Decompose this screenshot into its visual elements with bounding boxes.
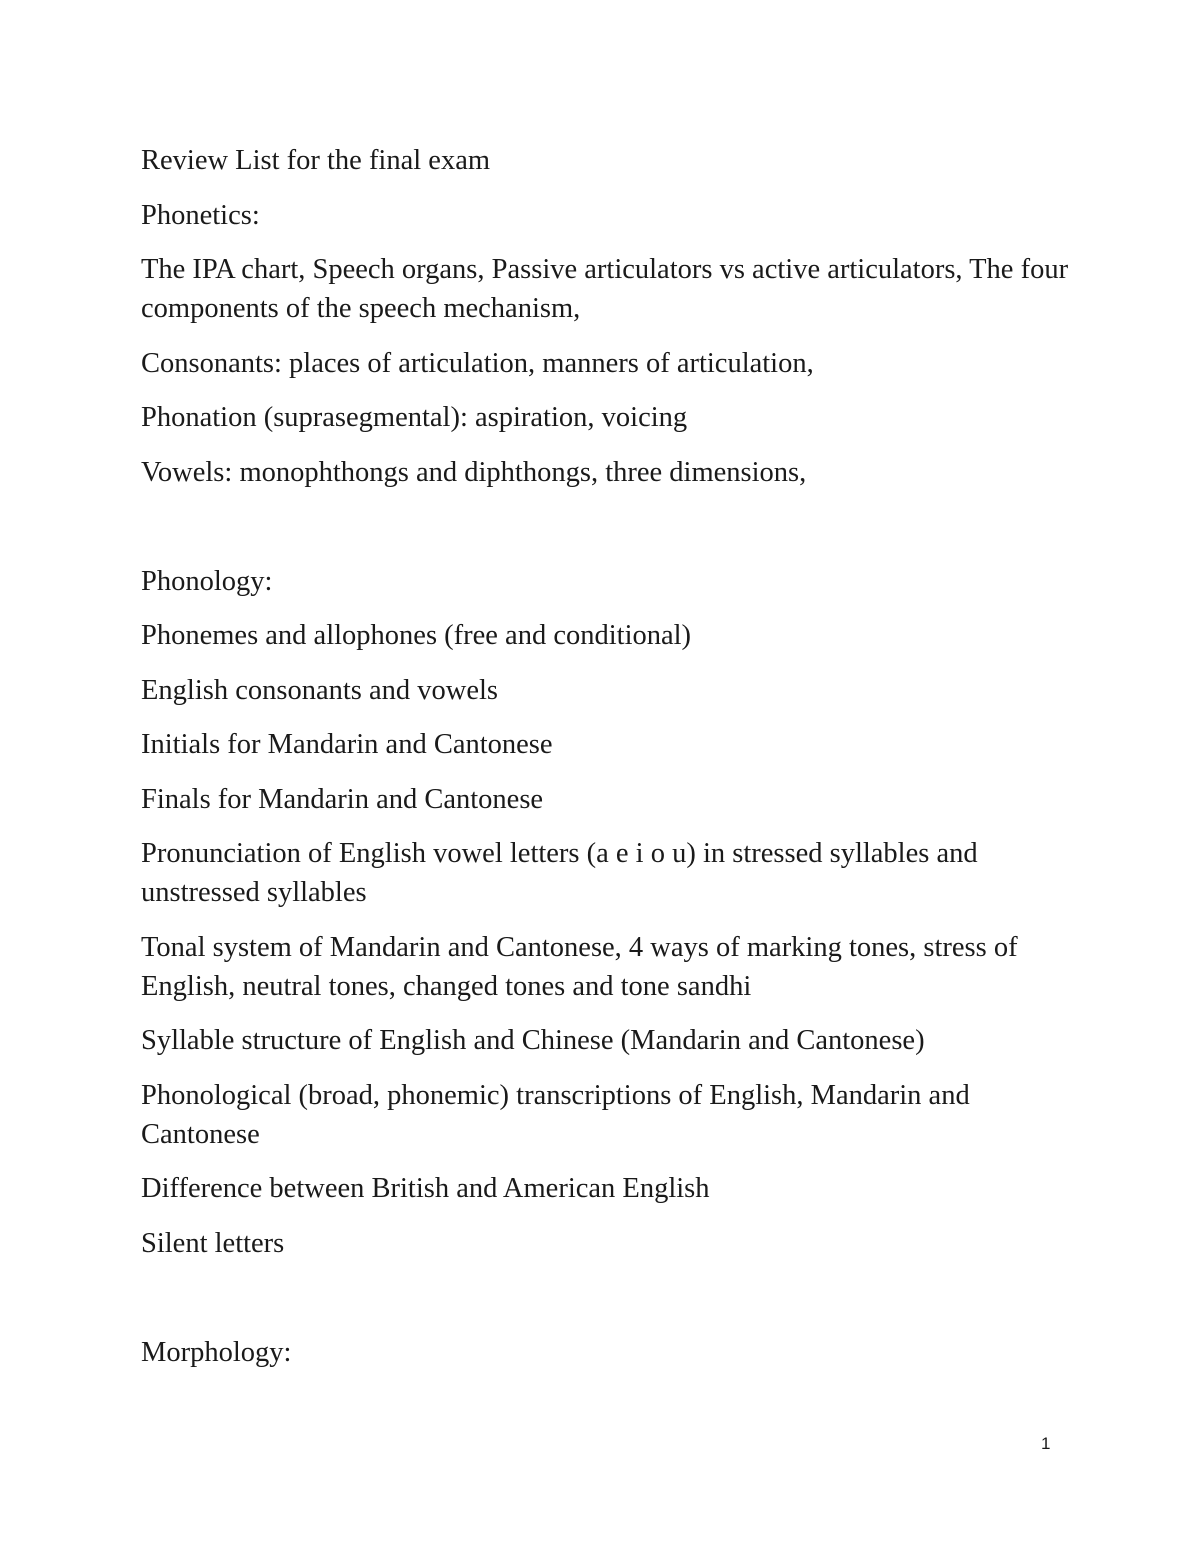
list-item: Vowels: monophthongs and diphthongs, three dimensions,	[141, 456, 807, 488]
section-heading-phonology: Phonology:	[141, 565, 273, 597]
list-item: Difference between British and American English	[141, 1173, 710, 1204]
list-item: Phonemes and allophones (free and conditional)	[141, 620, 692, 651]
list-item: Pronunciation of English vowel letters (a e i o u) in stressed syllables and unstressed syllables	[141, 838, 978, 908]
list-item: Initials for Mandarin and Cantonese	[141, 729, 553, 760]
list-item: Phonological (broad, phonemic) transcriptions of English, Mandarin and Cantonese	[141, 1079, 970, 1150]
list-item: The IPA chart, Speech organs, Passive articulators vs active articulators, The four components of the speech mechanism,	[141, 254, 1069, 324]
list-item: Syllable structure of English and Chinese (Mandarin and Cantonese)	[141, 1025, 925, 1056]
list-item: Silent letters	[141, 1227, 285, 1259]
list-item: Finals for Mandarin and Cantonese	[141, 783, 544, 815]
list-item: English consonants and vowels	[141, 674, 499, 706]
list-item: Tonal system of Mandarin and Cantonese, 4 ways of marking tones, stress of English, neutral tones, changed tones and tone sandhi	[141, 931, 1018, 1002]
list-item: Phonation (suprasegmental): aspiration, voicing	[141, 402, 688, 433]
section-heading-phonetics: Phonetics:	[141, 199, 260, 231]
blank-line	[141, 1278, 1071, 1317]
document-title: Review List for the final exam	[141, 145, 491, 176]
page-number: 1	[1041, 1434, 1051, 1453]
blank-line	[141, 507, 1071, 546]
list-item: Consonants: places of articulation, manners of articulation,	[141, 347, 814, 379]
document-body	[141, 141, 1071, 1387]
section-heading-morphology: Morphology:	[141, 1336, 292, 1368]
